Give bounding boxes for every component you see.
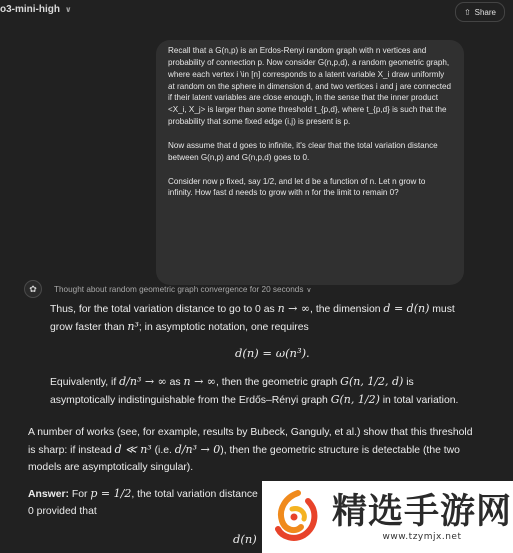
math-inline: n → ∞ — [277, 302, 311, 315]
watermark-text — [332, 492, 512, 542]
math-inline: G(n, 1/2, d) — [340, 375, 404, 388]
answer-text: asymptotically indistinguishable from the Erdős–Rényi graph — [50, 395, 331, 406]
answer-text: For — [69, 489, 91, 500]
top-bar — [0, 0, 513, 24]
thought-toggle[interactable] — [54, 285, 312, 294]
chevron-down-icon: ∨ — [65, 5, 72, 14]
display-equation: d(n) = ω(n³). — [235, 346, 310, 360]
math-inline: p = 1/2 — [90, 487, 132, 500]
answer-text: A number of works (see, for example, results by Bubeck, Ganguly, et al.) show that this threshold — [28, 427, 473, 438]
math-inline: d/n³ → ∞ — [119, 375, 167, 388]
answer-label: Answer: — [28, 489, 69, 500]
answer-text: in total variation. — [379, 395, 459, 406]
answer-text: as — [166, 377, 184, 388]
answer-text: ), then the geometric structure is detectable (the two — [220, 445, 460, 456]
math-inline: n → ∞ — [183, 375, 216, 388]
math-inline: d/n³ → 0 — [174, 443, 221, 456]
answer-text: is sharp: if instead — [28, 445, 115, 456]
math-inline: G(n, 1/2) — [330, 393, 380, 406]
answer-paragraph-2 — [50, 373, 458, 409]
share-upload-icon: ⇧ — [463, 7, 471, 17]
answer-paragraph-3 — [28, 424, 473, 476]
openai-logo-icon: ✿ — [24, 280, 42, 298]
display-equation: d(n) — [233, 532, 257, 546]
share-button[interactable] — [455, 2, 505, 22]
watermark-overlay — [262, 481, 513, 553]
user-message-bubble — [156, 40, 464, 285]
answer-paragraph-1 — [50, 300, 455, 336]
model-name: o3-mini-high — [0, 4, 60, 15]
math-inline: d ≪ n³ — [114, 443, 152, 456]
share-label: Share — [474, 7, 496, 17]
math-inline: n³ — [127, 320, 139, 333]
answer-text: Equivalently, if — [50, 377, 120, 388]
swirl-logo-icon — [268, 487, 324, 547]
answer-text: , the total variation distance — [131, 489, 258, 500]
model-selector[interactable] — [0, 4, 72, 15]
answer-text: ; in asymptotic notation, one requires — [138, 322, 309, 333]
answer-text: grow faster than — [50, 322, 128, 333]
user-message-paragraph: Consider now p fixed, say 1/2, and let d be a function of n. Let n grow to infinity. How fast d needs to grow with n for the limit to remain 0? — [168, 176, 426, 198]
answer-text: 0 provided that — [28, 506, 97, 517]
watermark-url: www.tzymjx.net — [382, 532, 462, 542]
watermark-title: 精选手游网 — [332, 492, 513, 532]
math-inline: d = d(n) — [383, 302, 430, 315]
answer-text: , then the geometric graph — [215, 377, 341, 388]
user-message-paragraph: Recall that a G(n,p) is an Erdos-Renyi random graph with n vertices and probability of connection p. Now consider G(n,p,d), a random geometric graph, where each vertex i \in [n] corresponds to a latent variable X_i draw uniformly at random on the sphere in dimension d, and two vertices i and j are connected if their latent variables are close enough, in the sense that the inner product <X_i, X_j> is larger than some threshold t_{p,d}, where t_{p,d} is such that the probability that some fixed edge (i,j) is present is p. — [168, 46, 452, 127]
answer-text: Thus, for the total variation distance to go to 0 as — [50, 304, 278, 315]
answer-text: is — [403, 377, 414, 388]
answer-paragraph-4 — [28, 485, 258, 520]
thought-row — [24, 280, 312, 298]
answer-text: (i.e. — [151, 445, 175, 456]
answer-text: must — [429, 304, 455, 315]
chevron-down-icon: ∨ — [306, 286, 312, 294]
answer-text: models are asymptotically singular). — [28, 462, 194, 473]
thought-label: Thought about random geometric graph convergence for 20 seconds — [54, 284, 304, 294]
answer-text: , the dimension — [310, 304, 384, 315]
user-message-paragraph: Now assume that d goes to infinite, it's clear that the total variation distance between G(n,p) and G(n,p,d) goes to 0. — [168, 140, 438, 162]
